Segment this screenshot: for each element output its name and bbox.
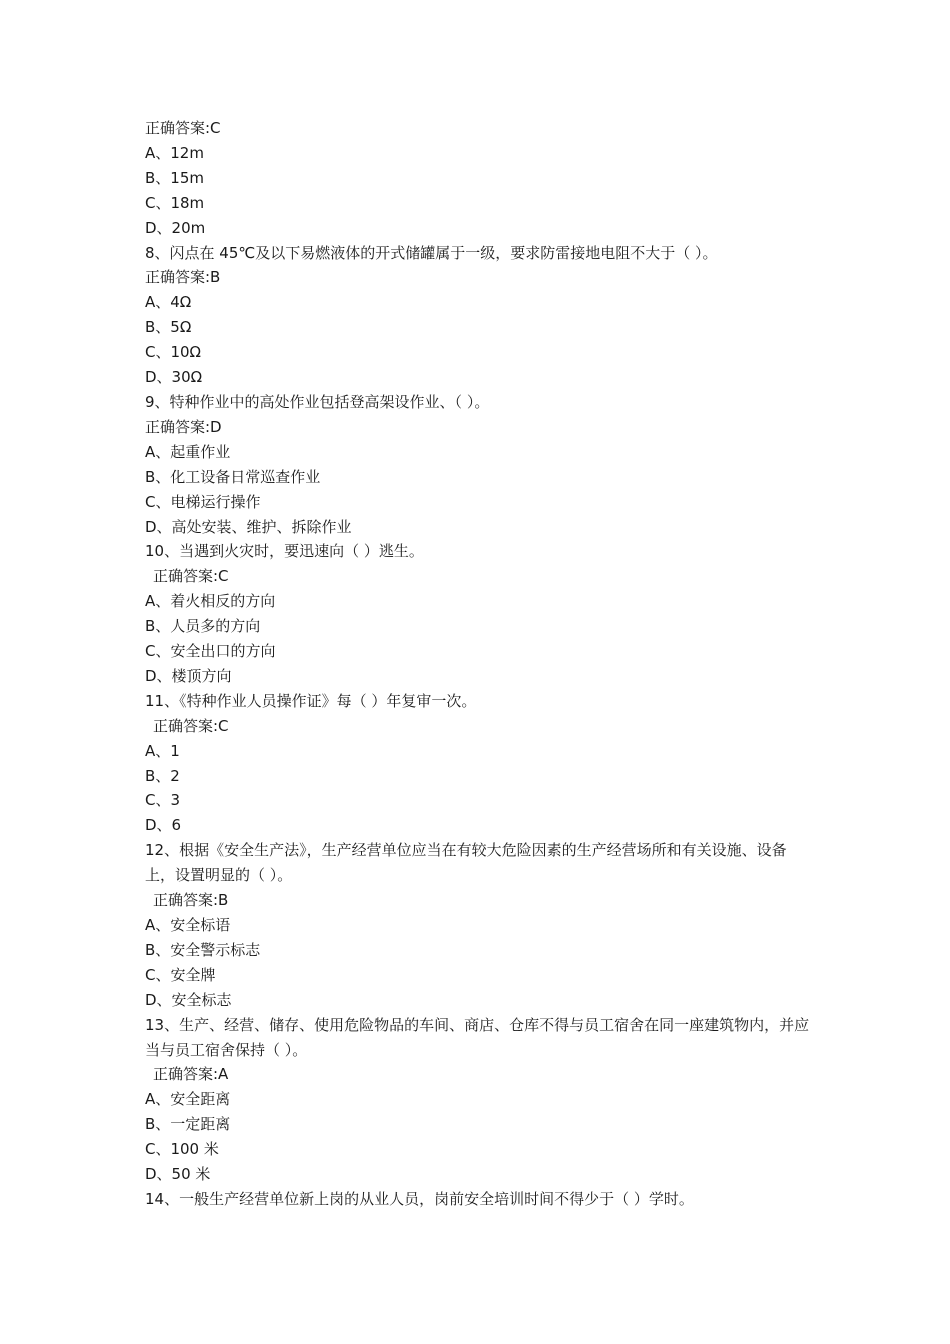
correct-answer: 正确答案:C bbox=[153, 567, 229, 586]
option-b: B、一定距离 bbox=[145, 1115, 231, 1134]
option-a: A、起重作业 bbox=[145, 442, 231, 461]
option-c: C、电梯运行操作 bbox=[145, 492, 261, 511]
option-a: A、4Ω bbox=[145, 293, 192, 312]
question-list bbox=[145, 116, 815, 1212]
correct-answer: 正确答案:A bbox=[153, 1065, 229, 1084]
option-c: C、安全牌 bbox=[145, 965, 216, 984]
option-b: B、安全警示标志 bbox=[145, 940, 261, 959]
question-block bbox=[145, 1187, 815, 1212]
correct-answer: 正确答案:B bbox=[153, 891, 229, 910]
option-a: A、着火相反的方向 bbox=[145, 592, 276, 611]
option-d: D、20m bbox=[145, 218, 206, 237]
question-block bbox=[145, 241, 815, 390]
option-c: C、100 米 bbox=[145, 1140, 219, 1159]
option-d: D、50 米 bbox=[145, 1165, 211, 1184]
question-block bbox=[145, 838, 815, 1012]
option-c: C、3 bbox=[145, 791, 181, 810]
question-block bbox=[145, 390, 815, 539]
question-block bbox=[145, 116, 815, 241]
option-b: B、人员多的方向 bbox=[145, 617, 261, 636]
question-block bbox=[145, 1013, 815, 1187]
option-d: D、30Ω bbox=[145, 368, 203, 387]
question-text: 9、特种作业中的高处作业包括登高架设作业、（ ）。 bbox=[145, 392, 490, 411]
option-d: D、6 bbox=[145, 816, 182, 835]
option-b: B、5Ω bbox=[145, 318, 192, 337]
option-b: B、2 bbox=[145, 766, 180, 785]
correct-answer: 正确答案:D bbox=[145, 417, 222, 436]
option-c: C、安全出口的方向 bbox=[145, 642, 276, 661]
option-b: B、化工设备日常巡查作业 bbox=[145, 467, 321, 486]
question-text: 14、一般生产经营单位新上岗的从业人员，岗前安全培训时间不得少于（ ）学时。 bbox=[145, 1189, 694, 1208]
option-a: A、安全标语 bbox=[145, 916, 231, 934]
question-text: 10、当遇到火灾时，要迅速向（ ）逃生。 bbox=[145, 542, 424, 561]
option-d: D、安全标志 bbox=[145, 990, 232, 1009]
option-d: D、高处安装、维护、拆除作业 bbox=[145, 517, 352, 536]
option-d: D、楼顶方向 bbox=[145, 666, 232, 685]
option-c: C、10Ω bbox=[145, 343, 202, 362]
question-block bbox=[145, 539, 815, 688]
option-a: A、1 bbox=[145, 741, 180, 760]
correct-answer: 正确答案:B bbox=[145, 268, 221, 287]
option-a: A、12m bbox=[145, 143, 204, 162]
correct-answer: 正确答案:C bbox=[153, 716, 229, 735]
correct-answer: 正确答案:C bbox=[145, 119, 221, 137]
question-block bbox=[145, 689, 815, 838]
option-c: C、18m bbox=[145, 193, 205, 212]
question-text: 13、生产、经营、储存、使用危险物品的车间、商店、仓库不得与员工宿舍在同一座建筑物内，并应当与员工宿舍保持（ ）。 bbox=[145, 1015, 810, 1059]
option-a: A、安全距离 bbox=[145, 1090, 231, 1109]
question-text: 12、根据《安全生产法》，生产经营单位应当在有较大危险因素的生产经营场所和有关设施、设备上，设置明显的（ ）。 bbox=[145, 841, 787, 885]
option-b: B、15m bbox=[145, 168, 204, 187]
question-text: 8、闪点在 45℃及以下易燃液体的开式储罐属于一级，要求防雷接地电阻不大于（ ）。 bbox=[145, 243, 718, 262]
question-text: 11、《特种作业人员操作证》每（ ）年复审一次。 bbox=[145, 691, 477, 710]
